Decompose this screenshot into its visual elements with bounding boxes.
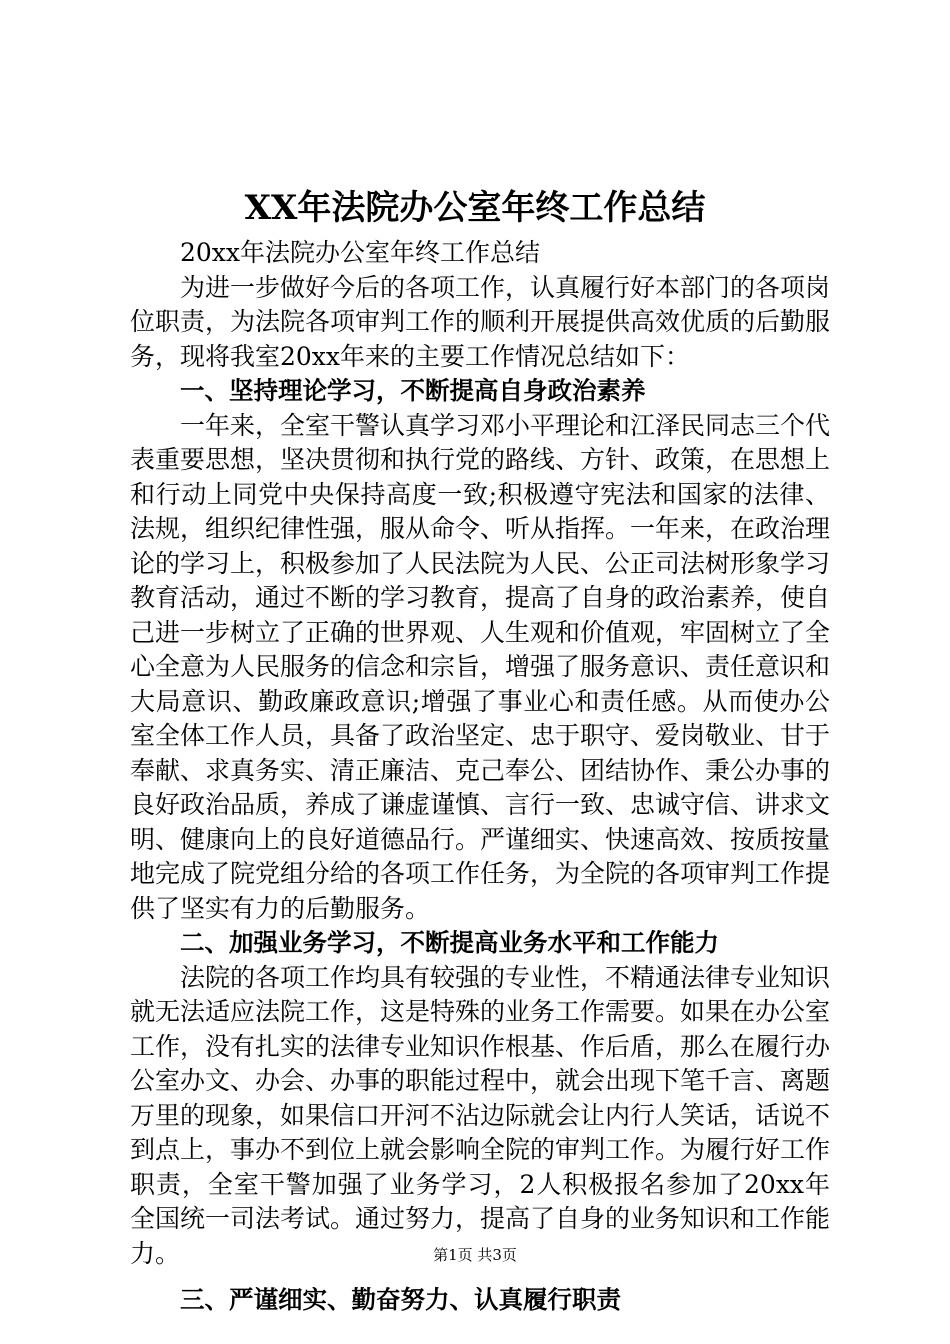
document-title: XX年法院办公室年终工作总结 — [244, 188, 706, 228]
section-2-paragraph: 法院的各项工作均具有较强的专业性，不精通法律专业知识就无法适应法院工作，这是特殊的业务工作需要。如果在办公室工作，没有扎实的法律专业知识作根基、作后盾，那么在履行办公室办文、办会、办事的职能过程中，就会出现下笔千言、离题万里的现象，如果信口开河不沾边际就会让内行人笑话，话说不到点上，事办不到位上就会影响全院的审判工作。为履行好工作职责，全室干警加强了业务学习，2人积极报名参加了20xx年全国统一司法考试。通过努力，提高了自身的业务知识和工作能力。 — [130, 962, 831, 1268]
page-footer: 第1页 共3页 — [433, 1246, 517, 1264]
section-heading-3: 三、严谨细实、勤奋努力、认真履行职责 — [180, 1285, 621, 1314]
subtitle-line: 20xx年法院办公室年终工作总结 — [180, 238, 541, 267]
intro-paragraph: 为进一步做好今后的各项工作，认真履行好本部门的各项岗位职责，为法院各项审判工作的顺利开展提供高效优质的后勤服务，现将我室20xx年来的主要工作情况总结如下： — [130, 272, 831, 371]
section-heading-2: 二、加强业务学习，不断提高业务水平和工作能力 — [180, 928, 719, 957]
document-body — [130, 236, 830, 1318]
section-heading-1: 一、坚持理论学习，不断提高自身政治素养 — [180, 376, 646, 405]
section-1-paragraph: 一年来，全室干警认真学习邓小平理论和江泽民同志三个代表重要思想，坚决贯彻和执行党的路线、方针、政策，在思想上和行动上同党中央保持高度一致;积极遵守宪法和国家的法律、法规，组织纪律性强，服从命令、听从指挥。一年来，在政治理论的学习上，积极参加了人民法院为人民、公正司法树形象学习教育活动，通过不断的学习教育，提高了自身的政治素养，使自己进一步树立了正确的世界观、人生观和价值观，牢固树立了全心全意为人民服务的信念和宗旨，增强了服务意识、责任意识和大局意识、勤政廉政意识;增强了事业心和责任感。从而使办公室全体工作人员，具备了政治坚定、忠于职守、爱岗敬业、甘于奉献、求真务实、清正廉洁、克己奉公、团结协作、秉公办事的良好政治品质，养成了谦虚谨慎、言行一致、忠诚守信、讲求文明、健康向上的良好道德品行。严谨细实、快速高效、按质按量地完成了院党组分给的各项工作任务，为全院的各项审判工作提供了坚实有力的后勤服务。 — [130, 410, 831, 923]
